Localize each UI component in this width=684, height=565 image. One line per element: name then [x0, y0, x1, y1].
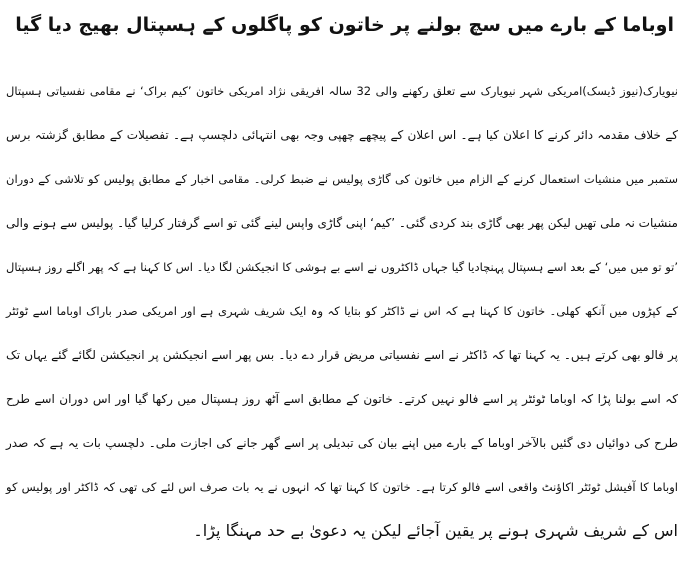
- article-body-line: طرح کی دوائیاں دی گئیں بالآخر اوباما کے بارے میں اپنے بیان کی تبدیلی پر اسے گھر جانے کی اجازت ملی۔ دلچسپ بات یہ ہے کہ صدر: [6, 436, 678, 450]
- article-body-line: اوباما کا آفیشل ٹوئٹر اکاؤنٹ واقعی اسے فالو کرتا ہے۔ خاتون کا کہنا تھا کہ انہوں نے یہ بات صرف اس لئے کی تھی کہ ڈاکٹر اور پولیس کو: [6, 480, 678, 494]
- article-body-line: منشیات نہ ملی تھیں لیکن پھر بھی گاڑی بند کردی گئی۔ ’کیم‘ اپنی گاڑی واپس لینے گئی تو اسے گرفتار کرلیا گیا۔ پولیس سے ہونے والی: [6, 216, 678, 230]
- article-body-line: نیویارک(نیوز ڈیسک)امریکی شہر نیویارک سے تعلق رکھنے والی 32 سالہ افریقی نژاد امریکی خاتون ’کیم براک‘ نے مقامی نفسیاتی ہسپتال: [6, 84, 678, 98]
- article-body-line: پر فالو بھی کرتے ہیں۔ یہ کہنا تھا کہ ڈاکٹر نے اسے نفسیاتی مریض قرار دے دیا۔ بس پھر اسے انجیکشن پر انجیکشن لگائے گئے یہاں تک: [6, 348, 678, 362]
- article-body-line: ’تو تو میں میں‘ کے بعد اسے ہسپتال پہنچادیا گیا جہاں ڈاکٹروں نے اسے بے ہوشی کا انجیکشن لگا دیا۔ اس کا کہنا ہے کہ پھر اگلے روز ہسپتال: [6, 260, 678, 274]
- article-body-line: کے خلاف مقدمہ دائر کرنے کا اعلان کیا ہے۔ اس اعلان کے پیچھے چھپی وجہ بھی انتہائی دلچسپ ہے۔ تفصیلات کے مطابق گزشتہ برس: [6, 128, 678, 142]
- article-body-line: کے کپڑوں میں آنکھ کھلی۔ خاتون کا کہنا ہے کہ اس نے ڈاکٹر کو بتایا کہ وہ ایک شریف شہری ہے اور امریکی صدر باراک اوباما اسے ٹوئٹر: [6, 304, 678, 318]
- article-headline: اوباما کے بارے میں سچ بولنے پر خاتون کو پاگلوں کے ہسپتال بھیج دیا گیا: [15, 14, 674, 36]
- article-body-line: اس کے شریف شہری ہونے پر یقین آجائے لیکن یہ دعویٰ بے حد مہنگا پڑا۔: [193, 521, 678, 540]
- article-body-line: کہ اسے بولنا پڑا کہ اوباما ٹوئٹر پر اسے فالو نہیں کرتے۔ خاتون کے مطابق اسے آٹھ روز ہسپتال میں رکھا گیا اور اس دوران اسے طرح: [6, 392, 678, 406]
- article-body-line: ستمبر میں منشیات استعمال کرنے کے الزام میں خاتون کی گاڑی پولیس نے ضبط کرلی۔ مقامی اخبار کے مطابق پولیس کو تلاشی کے دوران: [6, 172, 678, 186]
